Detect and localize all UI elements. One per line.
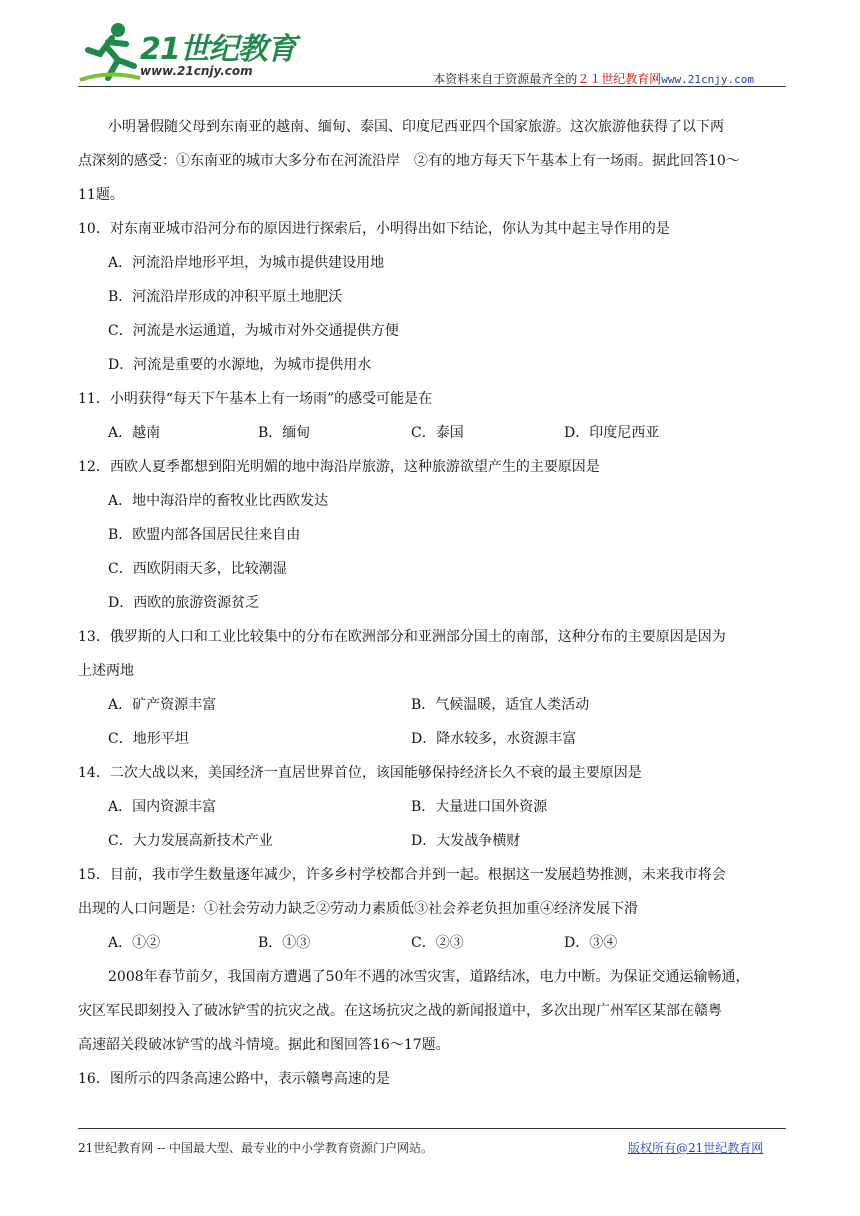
q15-stem-line1: 15．目前，我市学生数量逐年减少，许多乡村学校都合并到一起。根据这一发展趋势推测，未来我市将会 [78, 867, 726, 883]
footer-copyright-link[interactable]: 版权所有@21世纪教育网 [628, 1141, 764, 1155]
q14-option-b: B．大量进口国外资源 [411, 799, 548, 815]
intro2-line3: 高速韶关段破冰铲雪的战斗情境。据此和图回答16～17题。 [78, 1037, 450, 1053]
q16-stem: 16．图所示的四条高速公路中，表示赣粤高速的是 [78, 1071, 390, 1087]
q12-option-a: A．地中海沿岸的畜牧业比西欧发达 [108, 493, 329, 509]
q10-option-a: A．河流沿岸地形平坦，为城市提供建设用地 [108, 255, 385, 271]
q13-option-a: A．矿产资源丰富 [108, 697, 217, 713]
q14-option-d: D．大发战争横财 [411, 833, 521, 849]
q13-stem-line1: 13．俄罗斯的人口和工业比较集中的分布在欧洲部分和亚洲部分国土的南部，这种分布的主要原因是因为 [78, 629, 726, 645]
intro1-line2: 点深刻的感受：①东南亚的城市大多分布在河流沿岸 ②有的地方每天下午基本上有一场雨。据此回答10～ [78, 153, 740, 169]
q14-option-c: C．大力发展高新技术产业 [108, 833, 273, 849]
q11-option-b: B．缅甸 [258, 425, 311, 441]
intro1-line1: 小明暑假随父母到东南亚的越南、缅甸、泰国、印度尼西亚四个国家旅游。这次旅游他获得了以下两 [108, 119, 724, 135]
intro1-line3: 11题。 [78, 187, 124, 203]
logo-url: www.21cnjy.com [140, 64, 253, 78]
q11-option-a: A．越南 [108, 425, 161, 441]
runner-icon [78, 20, 142, 86]
q13-stem-line2: 上述两地 [78, 663, 134, 679]
footer-text: 21世纪教育网 -- 中国最大型、最专业的中小学教育资源门户网站。 [78, 1141, 434, 1155]
q15-option-c: C．②③ [411, 935, 464, 951]
q10-option-c: C．河流是水运通道，为城市对外交通提供方便 [108, 323, 399, 339]
header-divider [78, 86, 786, 87]
q13-option-b: B．气候温暖，适宜人类活动 [411, 697, 590, 713]
q12-stem: 12．西欧人夏季都想到阳光明媚的地中海沿岸旅游，这种旅游欲望产生的主要原因是 [78, 459, 600, 475]
footer-divider [78, 1128, 786, 1129]
page-header [78, 10, 784, 88]
q10-stem: 10．对东南亚城市沿河分布的原因进行探索后，小明得出如下结论，你认为其中起主导作用的是 [78, 221, 670, 237]
q11-option-d: D．印度尼西亚 [564, 425, 660, 441]
intro2-line1: 2008年春节前夕，我国南方遭遇了50年不遇的冰雪灾害，道路结冰，电力中断。为保证交通运输畅通， [108, 969, 750, 985]
q11-option-c: C．泰国 [411, 425, 464, 441]
header-site-name[interactable]: ２１世纪教育网 [577, 72, 662, 86]
q14-option-a: A．国内资源丰富 [108, 799, 217, 815]
q15-stem-line2: 出现的人口问题是：①社会劳动力缺乏②劳动力素质低③社会养老负担加重④经济发展下滑 [78, 901, 638, 917]
header-url[interactable]: www.21cnjy.com [661, 73, 754, 86]
q13-option-c: C．地形平坦 [108, 731, 189, 747]
intro2-line2: 灾区军民即刻投入了破冰铲雪的抗灾之战。在这场抗灾之战的新闻报道中，多次出现广州军区某部在赣粤 [78, 1003, 722, 1019]
q14-stem: 14．二次大战以来，美国经济一直居世界首位，该国能够保持经济长久不衰的最主要原因是 [78, 765, 642, 781]
q15-option-a: A．①② [108, 935, 161, 951]
site-logo[interactable] [78, 20, 308, 86]
q15-option-d: D．③④ [564, 935, 618, 951]
q12-option-b: B．欧盟内部各国居民往来自由 [108, 527, 301, 543]
q12-option-d: D．西欧的旅游资源贫乏 [108, 595, 260, 611]
header-note [433, 70, 754, 87]
logo-text: 21世纪教育 [140, 32, 296, 67]
q13-option-d: D．降水较多，水资源丰富 [411, 731, 577, 747]
q10-option-b: B．河流沿岸形成的冲积平原土地肥沃 [108, 289, 343, 305]
q15-option-b: B．①③ [258, 935, 311, 951]
q10-option-d: D．河流是重要的水源地，为城市提供用水 [108, 357, 372, 373]
header-note-prefix: 本资料来自于资源最齐全的 [433, 72, 578, 86]
q11-stem: 11．小明获得“每天下午基本上有一场雨”的感受可能是在 [78, 391, 433, 407]
q12-option-c: C．西欧阴雨天多，比较潮湿 [108, 561, 287, 577]
